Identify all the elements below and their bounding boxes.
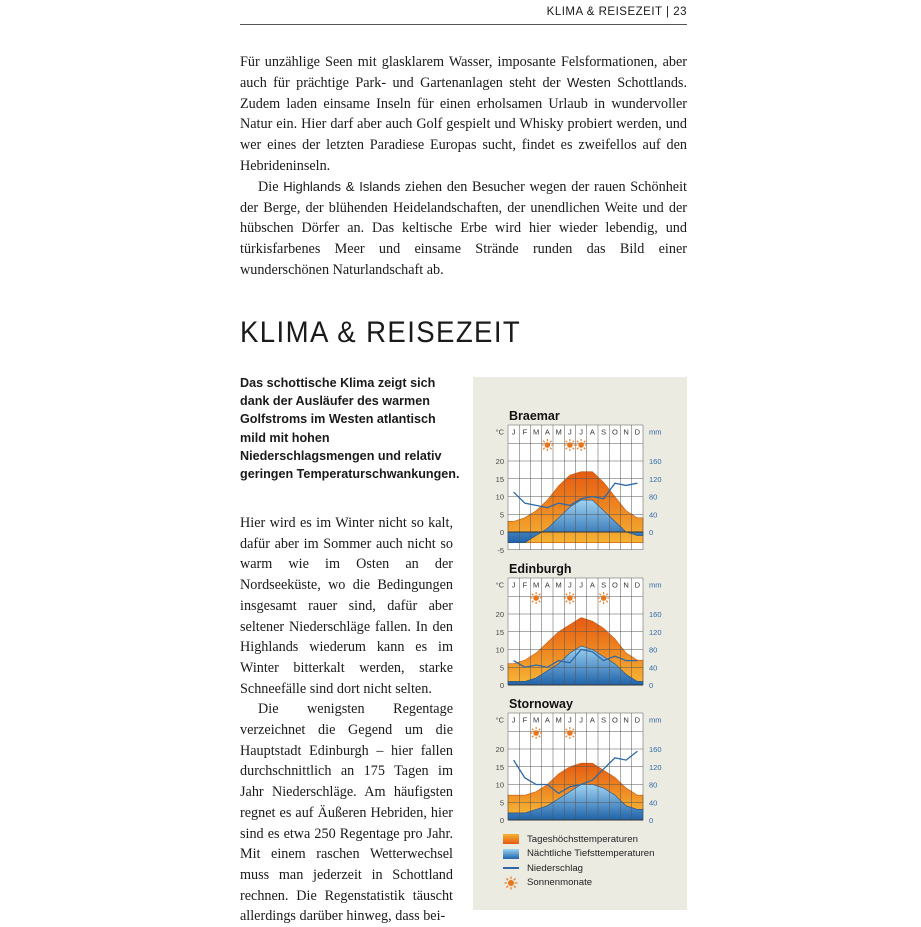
month-label: A bbox=[544, 580, 550, 590]
legend-item-precip bbox=[503, 861, 654, 876]
tick-label-left: 15 bbox=[495, 627, 504, 637]
tick-label-right: 40 bbox=[649, 510, 658, 520]
intro-p1-start: Für unzählige Seen mit glasklarem Wasser, imposante Felsformationen, aber auch für prächtige Park- und Gartenanlagen steht der bbox=[240, 54, 687, 91]
month-label: D bbox=[634, 427, 641, 437]
sun-core bbox=[567, 730, 573, 736]
axis-unit-left: °C bbox=[495, 427, 504, 437]
tick-label-right: 80 bbox=[649, 645, 658, 655]
intro-p2-start: Die bbox=[258, 178, 284, 195]
month-label: F bbox=[522, 427, 528, 437]
month-label: M bbox=[533, 580, 540, 590]
month-label: O bbox=[611, 580, 618, 590]
month-label: O bbox=[611, 427, 618, 437]
tick-label-right: 40 bbox=[649, 798, 658, 808]
sun-icon bbox=[530, 592, 542, 604]
month-label: M bbox=[555, 427, 562, 437]
axis-unit-left: °C bbox=[495, 580, 504, 590]
sun-icon bbox=[503, 878, 519, 888]
tick-label-left: 20 bbox=[495, 745, 504, 754]
month-label: J bbox=[568, 580, 572, 590]
tick-label-left: 5 bbox=[499, 663, 504, 673]
tick-label-left: 0 bbox=[499, 528, 504, 537]
tick-label-left: 5 bbox=[499, 510, 504, 520]
sun-core bbox=[601, 595, 607, 601]
intro-p2-end: ziehen den Besucher wegen der rauen Schönheit der Berge, der blühenden Heidelandschaften, der unendlichen Weite und der hübschen Dörfer an. Das keltische Erbe wird hier wieder lebendig, und türkisfarbenes Meer und einsame Strände runden das Bild einer wunderschönen Naturlandschaft ab. bbox=[240, 178, 687, 278]
intro-paragraph-1 bbox=[240, 52, 687, 177]
section-title: KLIMA & REISEZEIT bbox=[240, 316, 522, 349]
axis-unit-right: mm bbox=[649, 580, 662, 590]
sun-core bbox=[533, 595, 539, 601]
tick-label-left: 10 bbox=[495, 492, 504, 502]
tick-label-right: 40 bbox=[649, 663, 658, 673]
month-label: A bbox=[589, 715, 595, 725]
tick-label-left: 15 bbox=[495, 474, 504, 484]
climate-charts bbox=[473, 377, 687, 910]
running-head: KLIMA & REISEZEIT | 23 bbox=[546, 6, 687, 18]
month-label: J bbox=[511, 427, 516, 437]
month-label: A bbox=[589, 580, 595, 590]
intro-paragraph-2 bbox=[240, 177, 687, 281]
chart-legend bbox=[503, 832, 654, 890]
chart-title: Stornoway bbox=[509, 697, 573, 711]
month-label: N bbox=[623, 427, 629, 437]
term-highlands: Highlands & Islands bbox=[283, 178, 401, 194]
sun-icon bbox=[564, 439, 576, 451]
legend-swatch-precip bbox=[503, 867, 519, 869]
tick-label-left: -5 bbox=[497, 545, 504, 555]
tick-label-right: 0 bbox=[649, 528, 654, 537]
legend-swatch-high bbox=[503, 834, 519, 844]
tick-label-right: 160 bbox=[649, 457, 662, 467]
tick-label-right: 120 bbox=[649, 627, 662, 637]
month-label: A bbox=[544, 715, 550, 725]
month-label: M bbox=[533, 427, 540, 437]
legend-swatch-low bbox=[503, 849, 519, 859]
sun-icon bbox=[541, 439, 553, 451]
month-label: J bbox=[568, 715, 572, 725]
legend-label-sun: Sonnenmonate bbox=[527, 877, 593, 889]
tick-label-left: 20 bbox=[495, 610, 504, 619]
tick-label-right: 160 bbox=[649, 745, 662, 755]
sun-core bbox=[578, 442, 584, 448]
body-paragraph-1: Hier wird es im Winter nicht so kalt, dafür aber im Sommer auch nicht so warm wie im Osten an der Nordseeküste, wo die Bedingungen insgesamt rauer sind, dafür aber seltener Niederschläge fallen. In den Highlands wiederum kann es im Winter bitterkalt werden, starke Schneefälle sind dort nicht selten. bbox=[240, 515, 453, 697]
month-label: J bbox=[568, 427, 572, 437]
tick-label-right: 80 bbox=[649, 492, 658, 502]
month-label: M bbox=[555, 580, 562, 590]
month-label: J bbox=[511, 580, 516, 590]
month-label: S bbox=[601, 427, 607, 437]
sun-core bbox=[567, 442, 573, 448]
tick-label-right: 120 bbox=[649, 474, 662, 484]
month-label: J bbox=[579, 580, 583, 590]
sun-icon bbox=[598, 592, 610, 604]
month-label: D bbox=[634, 715, 641, 725]
tick-label-left: 10 bbox=[495, 645, 504, 655]
legend-item-low bbox=[503, 847, 654, 862]
body-column bbox=[240, 513, 453, 927]
month-label: M bbox=[533, 715, 540, 725]
tick-label-left: 5 bbox=[499, 798, 504, 808]
tick-label-left: 10 bbox=[495, 780, 504, 790]
axis-unit-right: mm bbox=[649, 715, 662, 725]
chart-title: Braemar bbox=[509, 409, 560, 423]
sun-icon bbox=[564, 592, 576, 604]
legend-label-precip: Niederschlag bbox=[527, 862, 583, 874]
month-label: A bbox=[589, 427, 595, 437]
header-rule bbox=[240, 24, 687, 25]
month-label: A bbox=[544, 427, 550, 437]
axis-unit-right: mm bbox=[649, 427, 662, 437]
month-label: N bbox=[623, 580, 629, 590]
body-paragraph-2: Die wenigsten Regentage verzeichnet die Gegend um die Hauptstadt Edinburgh – hier fallen durchschnittlich an 175 Tagen im Jahr Niederschläge. Am häufigsten regnet es auf Äußeren Hebriden, hier sind es etwa 250 Regentage pro Jahr. Mit einem raschen Wetterwechsel muss man jederzeit in Schottland rechnen. Die Regenstatistik täuscht allerdings darüber hinweg, dass bei- bbox=[240, 701, 453, 925]
sun-core bbox=[567, 595, 573, 601]
legend-item-sun bbox=[503, 876, 654, 891]
tick-label-right: 80 bbox=[649, 780, 658, 790]
climate-box bbox=[473, 377, 687, 910]
tick-label-left: 20 bbox=[495, 457, 504, 466]
legend-label-low: Nächtliche Tiefsttemperaturen bbox=[527, 848, 655, 860]
month-label: O bbox=[611, 715, 618, 725]
tick-label-left: 0 bbox=[499, 816, 504, 825]
sun-icon bbox=[564, 727, 576, 739]
month-label: N bbox=[623, 715, 629, 725]
tick-label-right: 160 bbox=[649, 610, 662, 620]
axis-unit-left: °C bbox=[495, 715, 504, 725]
month-label: D bbox=[634, 580, 641, 590]
tick-label-right: 120 bbox=[649, 762, 662, 772]
month-label: J bbox=[511, 715, 516, 725]
intro-p1-end: Schottlands. Zudem laden einsame Inseln für einen erholsamen Urlaub in wundervoller Natur ein. Hier darf aber auch Golf gespielt und Whisky probiert werden, und wer eines der letzten Paradiese Europas sucht, findet es zweifellos auf den Hebrideninseln. bbox=[240, 74, 687, 174]
legend-label-high: Tageshöchsttemperaturen bbox=[527, 833, 638, 845]
month-label: F bbox=[522, 580, 528, 590]
sun-icon bbox=[575, 439, 587, 451]
tick-label-left: 15 bbox=[495, 762, 504, 772]
legend-item-high bbox=[503, 832, 654, 847]
sun-icon bbox=[530, 727, 542, 739]
tick-label-right: 0 bbox=[649, 816, 654, 825]
month-label: S bbox=[601, 715, 607, 725]
month-label: J bbox=[579, 427, 583, 437]
sun-core bbox=[545, 442, 551, 448]
intro-text bbox=[240, 52, 687, 281]
term-westen: Westen bbox=[566, 74, 611, 90]
month-label: F bbox=[522, 715, 528, 725]
sun-core bbox=[533, 730, 539, 736]
tick-label-left: 0 bbox=[499, 681, 504, 690]
month-label: S bbox=[601, 580, 607, 590]
lead-paragraph: Das schottische Klima zeigt sich dank der Ausläufer des warmen Golfstroms im Westen atlantisch mild mit hohen Niederschlagsmengen und relativ geringen Temperaturschwankungen. bbox=[240, 376, 460, 482]
tick-label-right: 0 bbox=[649, 681, 654, 690]
month-label: J bbox=[579, 715, 583, 725]
chart-title: Edinburgh bbox=[509, 562, 572, 576]
month-label: M bbox=[555, 715, 562, 725]
